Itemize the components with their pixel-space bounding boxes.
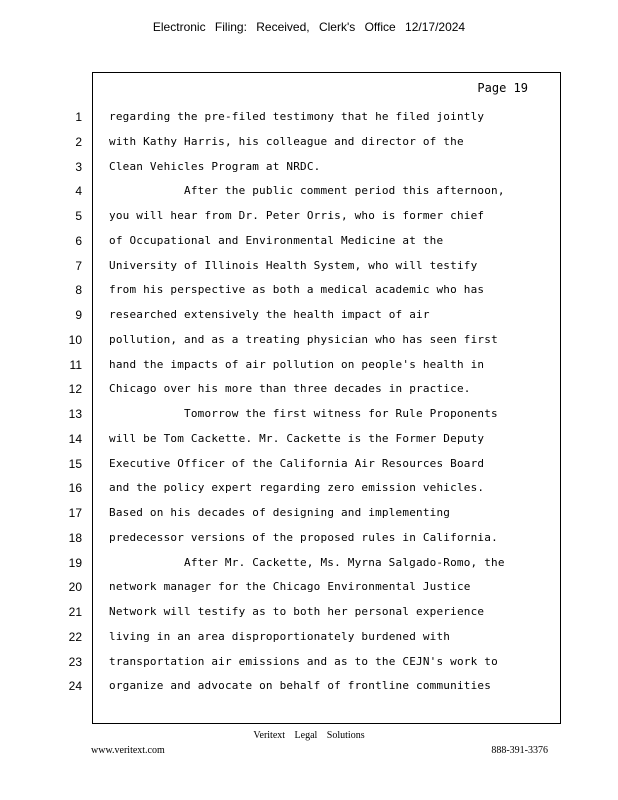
line-text: University of Illinois Health System, who will testify [109, 258, 478, 272]
line-text: hand the impacts of air pollution on people's health in [109, 357, 485, 371]
line-number: 17 [68, 506, 82, 520]
line-number: 8 [75, 283, 82, 298]
line-text: and the policy expert regarding zero emission vehicles. [109, 481, 485, 495]
line-text: Clean Vehicles Program at NRDC. [109, 159, 321, 173]
line-number: 12 [68, 382, 82, 397]
transcript-line [0, 577, 618, 602]
page-number: Page 19 [477, 81, 528, 95]
line-text: transportation air emissions and as to the CEJN's work to [109, 654, 498, 668]
transcript-line [0, 404, 618, 429]
line-number: 18 [68, 530, 82, 545]
transcript-line [0, 652, 618, 677]
line-number: 3 [75, 159, 82, 174]
line-number: 1 [75, 110, 82, 124]
transcript-line [0, 280, 618, 305]
footer-phone: 888-391-3376 [491, 745, 548, 756]
transcript-line [0, 206, 618, 231]
line-text: living in an area disproportionately burdened with [109, 629, 451, 643]
line-text: Network will testify as to both her personal experience [109, 605, 485, 618]
transcript-line [0, 627, 618, 652]
line-text: pollution, and as a treating physician who has seen first [109, 332, 498, 346]
transcript-line [0, 478, 618, 503]
footer-website: www.veritext.com [91, 745, 165, 756]
line-text: will be Tom Cackette. Mr. Cackette is the Former Deputy [109, 431, 485, 445]
line-text: Based on his decades of designing and implementing [109, 506, 451, 519]
line-number: 16 [68, 481, 82, 496]
line-text: you will hear from Dr. Peter Orris, who is former chief [109, 209, 485, 222]
transcript-line [0, 429, 618, 454]
transcript-line [0, 305, 618, 330]
line-number: 10 [68, 332, 82, 347]
line-text: organize and advocate on behalf of frontline communities [109, 679, 492, 693]
transcript-line [0, 231, 618, 256]
transcript-line [0, 528, 618, 553]
transcript-lines [0, 107, 618, 701]
line-text: of Occupational and Environmental Medicine at the [109, 233, 444, 247]
line-text: predecessor versions of the proposed rules in California. [109, 530, 498, 544]
line-text: network manager for the Chicago Environmental Justice [109, 580, 471, 594]
line-number: 23 [68, 654, 82, 669]
line-number: 15 [68, 456, 82, 471]
line-number: 2 [75, 134, 82, 149]
transcript-line [0, 454, 618, 479]
line-text: regarding the pre-filed testimony that he filed jointly [109, 110, 485, 123]
transcript-line [0, 157, 618, 182]
footer-company: Veritext Legal Solutions [253, 730, 365, 741]
line-text: After Mr. Cackette, Ms. Myrna Salgado-Romo, the [184, 555, 505, 569]
line-number: 6 [75, 233, 82, 248]
line-text: from his perspective as both a medical academic who has [109, 283, 485, 297]
transcript-line [0, 503, 618, 528]
transcript-line [0, 330, 618, 355]
transcript-line [0, 379, 618, 404]
line-number: 22 [68, 629, 82, 644]
line-number: 13 [68, 407, 82, 421]
line-number: 4 [75, 184, 82, 199]
electronic-filing-stamp: Electronic Filing: Received, Clerk's Office 12/17/2024 [152, 20, 466, 34]
transcript-line [0, 256, 618, 281]
line-number: 21 [68, 605, 82, 619]
line-text: researched extensively the health impact of air [109, 308, 430, 321]
transcript-line [0, 107, 618, 132]
line-number: 14 [68, 431, 82, 446]
line-text: with Kathy Harris, his colleague and director of the [109, 134, 464, 148]
transcript-line [0, 132, 618, 157]
transcript-line [0, 355, 618, 380]
transcript-line [0, 181, 618, 206]
line-text: After the public comment period this afternoon, [184, 184, 505, 198]
line-text: Chicago over his more than three decades in practice. [109, 382, 471, 396]
line-number: 7 [75, 258, 82, 273]
line-number: 11 [69, 357, 82, 372]
line-text: Tomorrow the first witness for Rule Proponents [184, 407, 498, 420]
line-number: 5 [75, 209, 82, 223]
line-number: 9 [75, 308, 82, 322]
transcript-line [0, 602, 618, 627]
transcript-line [0, 553, 618, 578]
line-number: 19 [68, 555, 82, 570]
line-number: 20 [68, 580, 82, 595]
line-text: Executive Officer of the California Air Resources Board [109, 456, 485, 470]
transcript-line [0, 676, 618, 701]
line-number: 24 [68, 679, 82, 694]
